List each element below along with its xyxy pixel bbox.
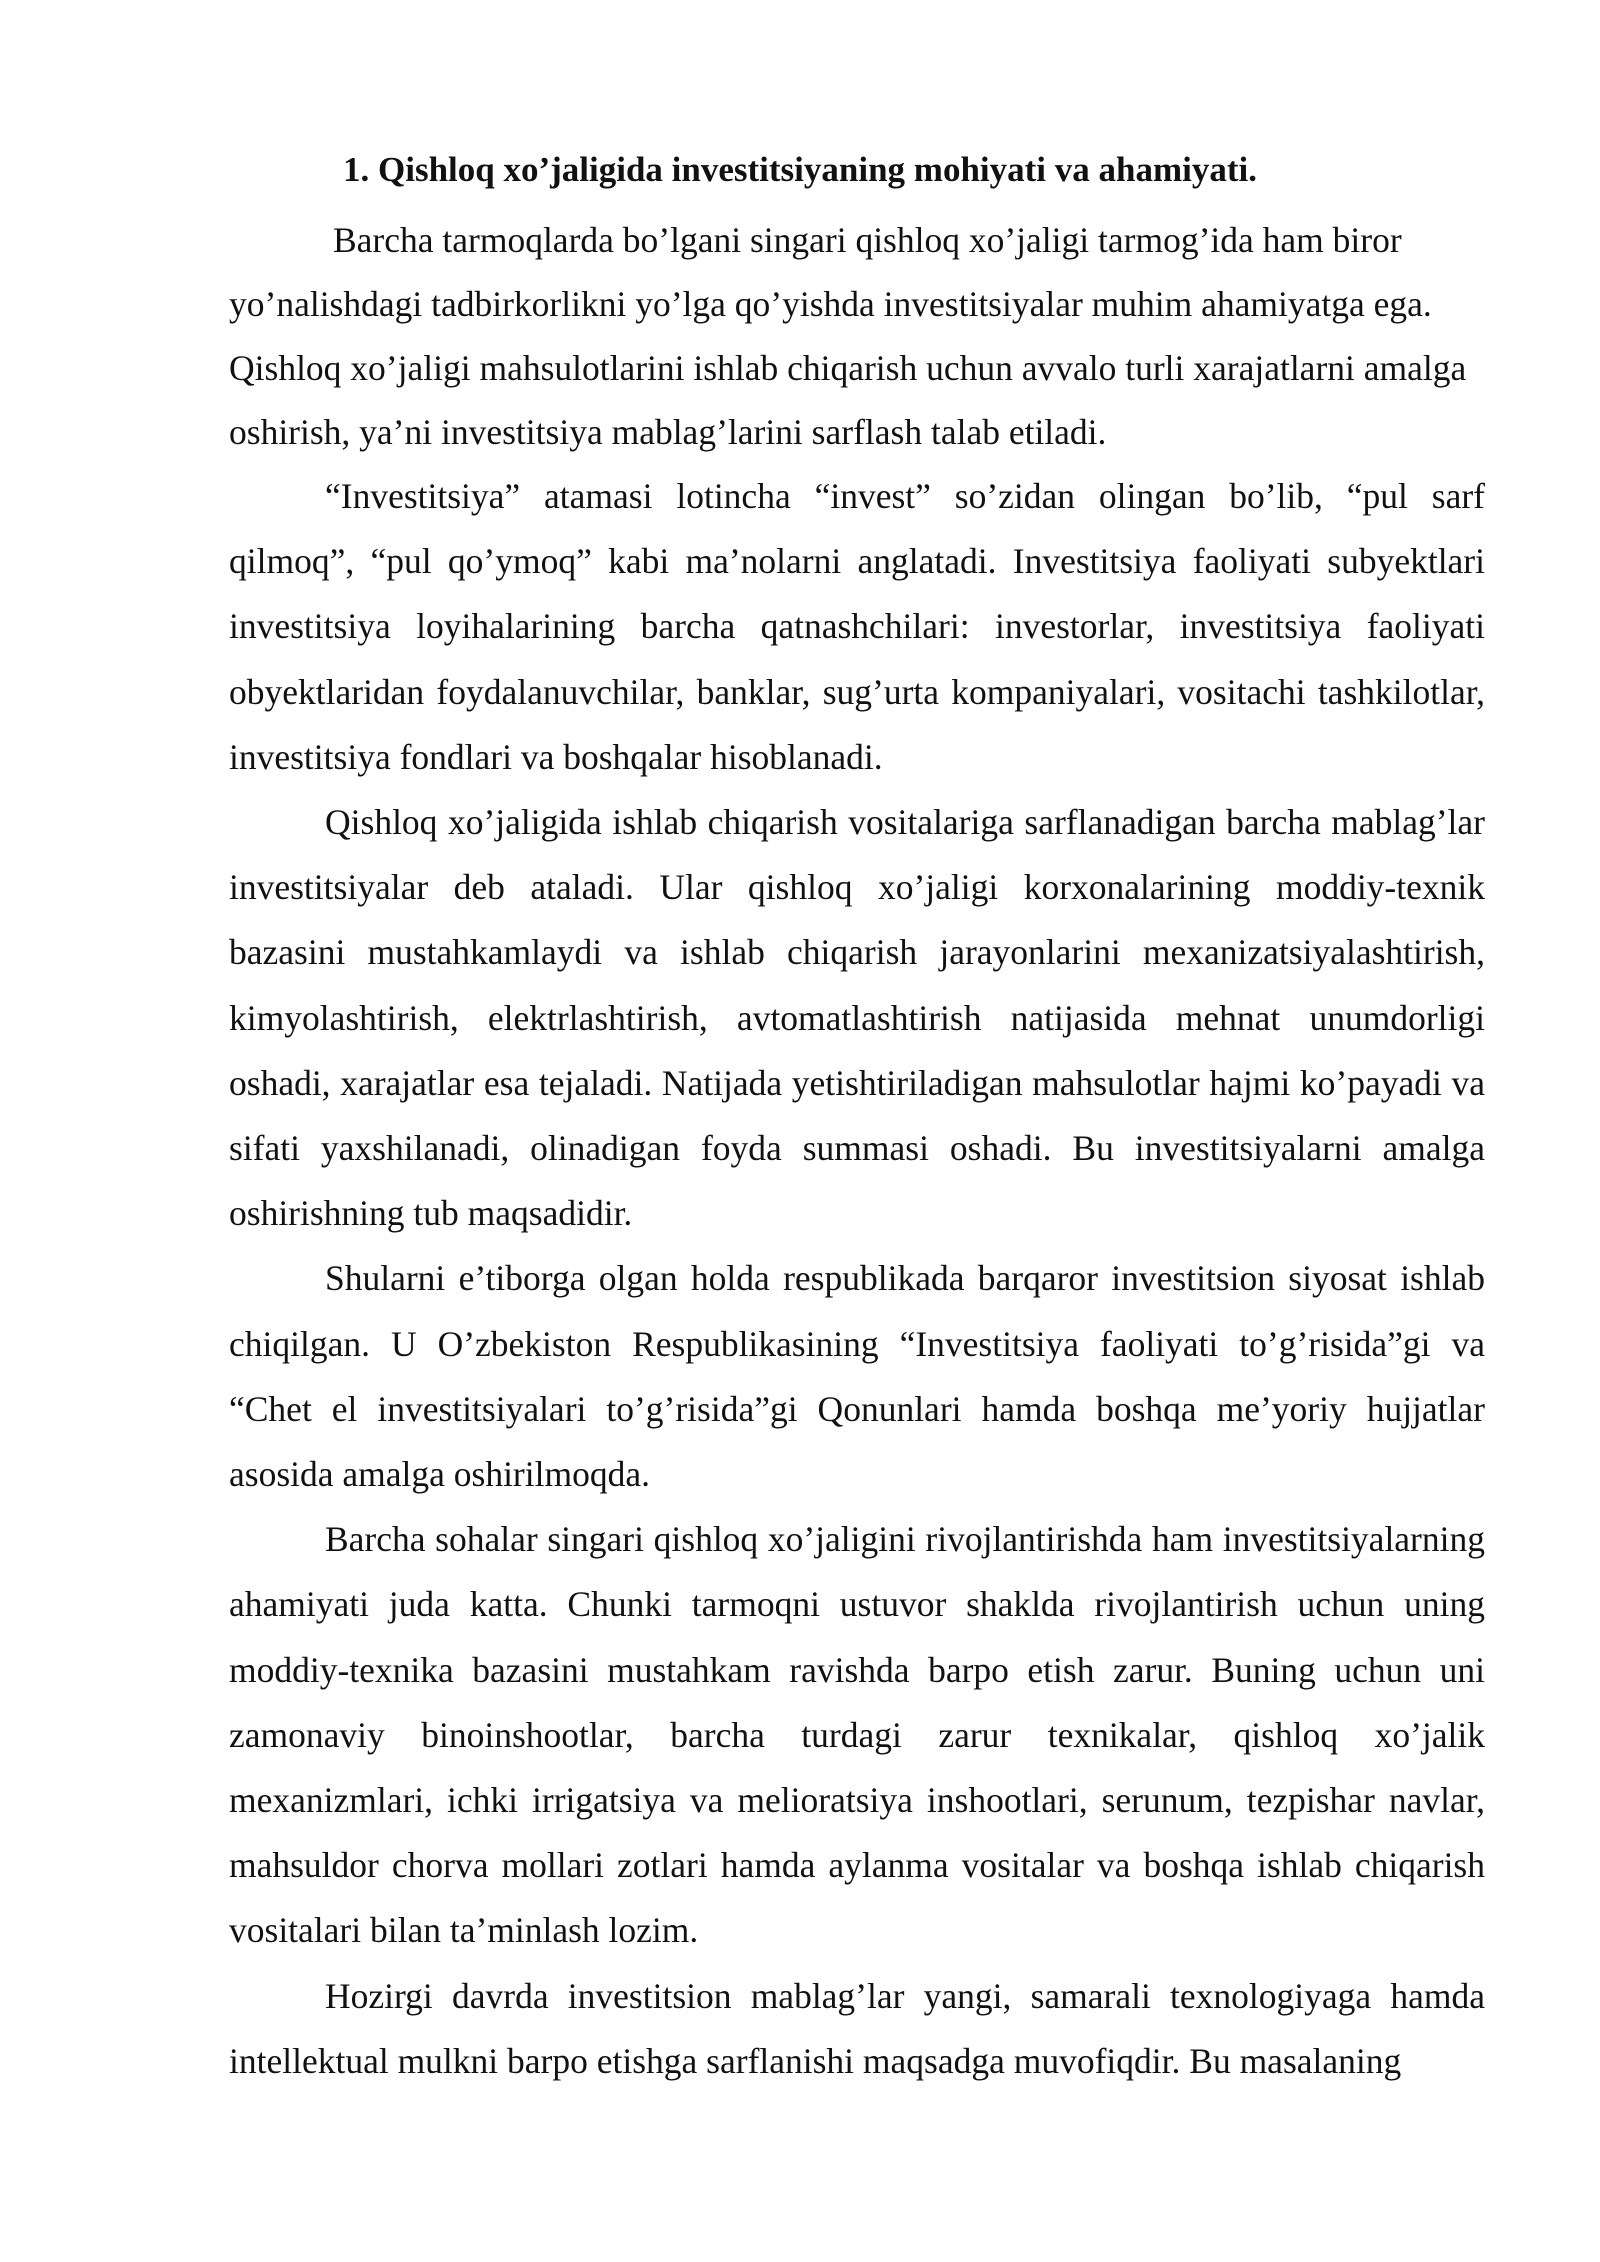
paragraph-3: Qishloq xo’jaligida ishlab chiqarish vositalariga sarflanadigan barcha mablag’lar investitsiyalar deb ataladi. Ular qishloq xo’jaligi korxonalarining moddiy-texnik bazasini mustahkamlaydi va ishlab chiqarish jarayonlarini mexanizatsiyalashtirish, kimyolashtirish, elektrlashtirish, avtomatlashtirish natijasida mehnat unumdorligi oshadi, xarajatlar esa tejaladi. Natijada yetishtiriladigan mahsulotlar hajmi ko’payadi va sifati yaxshilanadi, olinadigan foyda summasi oshadi. Bu investitsiyalarni amalga oshirishning tub maqsadidir. (229, 802, 1485, 1234)
document-body (229, 208, 1485, 2094)
paragraph-5: Barcha sohalar singari qishloq xo’jaligini rivojlantirishda ham investitsiyalarning ahamiyati juda katta. Chunki tarmoqni ustuvor shaklda rivojlantirish uchun uning moddiy-texnika bazasini mustahkam ravishda barpo etish zarur. Buning uchun uni zamonaviy binoinshootlar, barcha turdagi zarur texnikalar, qishloq xo’jalik mexanizmlari, ichki irrigatsiya va melioratsiya inshootlari, serunum, tezpishar navlar, mahsuldor chorva mollari zotlari hamda aylanma vositalar va boshqa ishlab chiqarish vositalari bilan ta’minlash lozim. (229, 1519, 1485, 1951)
paragraph-4: Shularni e’tiborga olgan holda respublikada barqaror investitsion siyosat ishlab chiqilgan. U O’zbekiston Respublikasining “Investitsiya faoliyati to’g’risida”gi va “Chet el investitsiyalari to’g’risida”gi Qonunlari hamda boshqa me’yoriy hujjatlar asosida amalga oshirilmoqda. (229, 1258, 1485, 1495)
paragraph-1: Barcha tarmoqlarda bo’lgani singari qishloq xo’jaligi tarmog’ida ham biror yo’nalishdagi tadbirkorlikni yo’lga qo’yishda investitsiyalar muhim ahamiyatga ega. Qishloq xo’jaligi mahsulotlarini ishlab chiqarish uchun avvalo turli xarajatlarni amalga oshirish, ya’ni investitsiya mablag’larini sarflash talab etiladi. (229, 220, 1467, 452)
paragraph-2: “Investitsiya” atamasi lotincha “invest” so’zidan olingan bo’lib, “pul sarf qilmoq”, “pul qo’ymoq” kabi ma’nolarni anglatadi. Investitsiya faoliyati subyektlari investitsiya loyihalarining barcha qatnashchilari: investorlar, investitsiya faoliyati obyektlaridan foydalanuvchilar, banklar, sug’urta kompaniyalari, vositachi tashkilotlar, investitsiya fondlari va boshqalar hisoblanadi. (229, 476, 1485, 777)
paragraph-6: Hozirgi davrda investitsion mablag’lar yangi, samarali texnologiyaga hamda intellektual mulkni barpo etishga sarflanishi maqsadga muvofiqdir. Bu masalaning (229, 1975, 1485, 2081)
section-heading: 1. Qishloq xo’jaligida investitsiyaning mohiyati va ahamiyati. (343, 150, 1257, 189)
